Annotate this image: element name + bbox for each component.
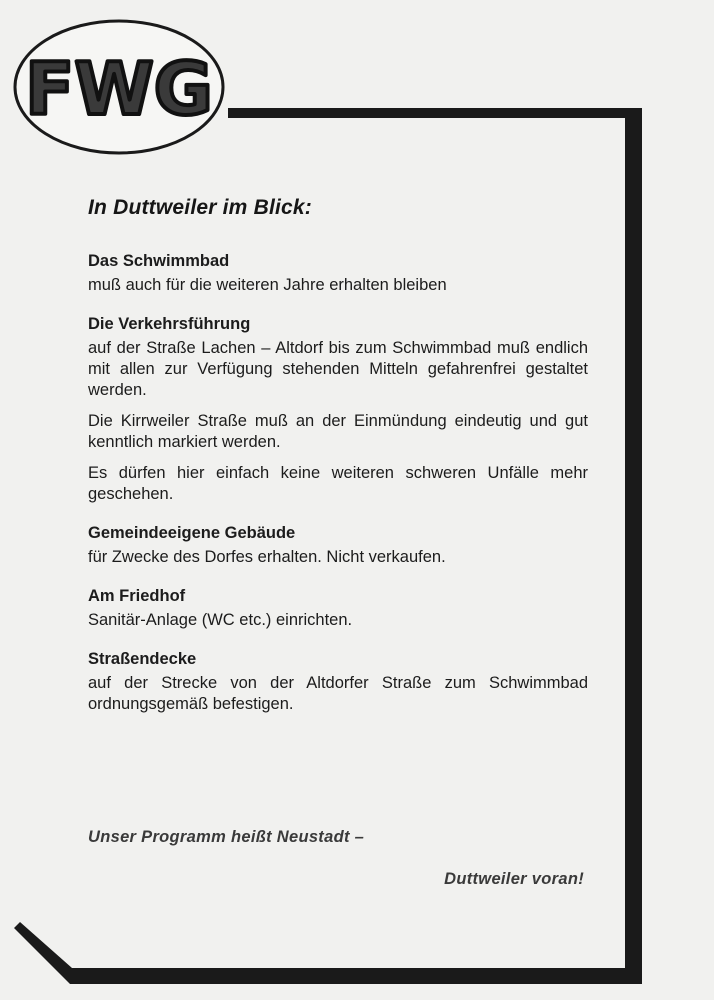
section-schwimmbad <box>88 250 588 296</box>
slogan-line-1: Unser Programm heißt Neustadt – <box>88 828 365 846</box>
section-paragraph: auf der Straße Lachen – Altdorf bis zum Schwimmbad muß endlich mit allen zur Verfügung stehenden Mitteln gefahrenfrei gestaltet werden. <box>88 339 588 399</box>
section-paragraph: muß auch für die weiteren Jahre erhalten bleiben <box>88 276 447 294</box>
section-paragraph: Sanitär-Anlage (WC etc.) einrichten. <box>88 611 353 629</box>
section-gebaeude <box>88 522 588 568</box>
section-paragraph: für Zwecke des Dorfes erhalten. Nicht verkaufen. <box>88 548 446 566</box>
section-verkehrsfuehrung <box>88 313 588 505</box>
section-heading: Gemeindeeigene Gebäude <box>88 524 296 542</box>
section-heading: Straßendecke <box>88 650 197 668</box>
section-strassendecke <box>88 648 588 715</box>
section-paragraph: Die Kirrweiler Straße muß an der Einmündung eindeutig und gut kenntlich markiert werden. <box>88 412 588 451</box>
page-title: In Duttweiler im Blick: <box>88 196 312 219</box>
fwg-logo <box>12 18 226 156</box>
slogan-line-2: Duttweiler voran! <box>444 870 584 888</box>
section-heading: Die Verkehrsführung <box>88 315 251 333</box>
section-paragraph: Es dürfen hier einfach keine weiteren schweren Unfälle mehr geschehen. <box>88 464 588 503</box>
logo-text: FWG <box>25 47 213 131</box>
section-heading: Am Friedhof <box>88 587 186 605</box>
section-friedhof <box>88 585 588 631</box>
section-heading: Das Schwimmbad <box>88 252 230 270</box>
content <box>88 196 588 732</box>
section-paragraph: auf der Strecke von der Altdorfer Straße zum Schwimmbad ordnungsgemäß befestigen. <box>88 674 588 713</box>
